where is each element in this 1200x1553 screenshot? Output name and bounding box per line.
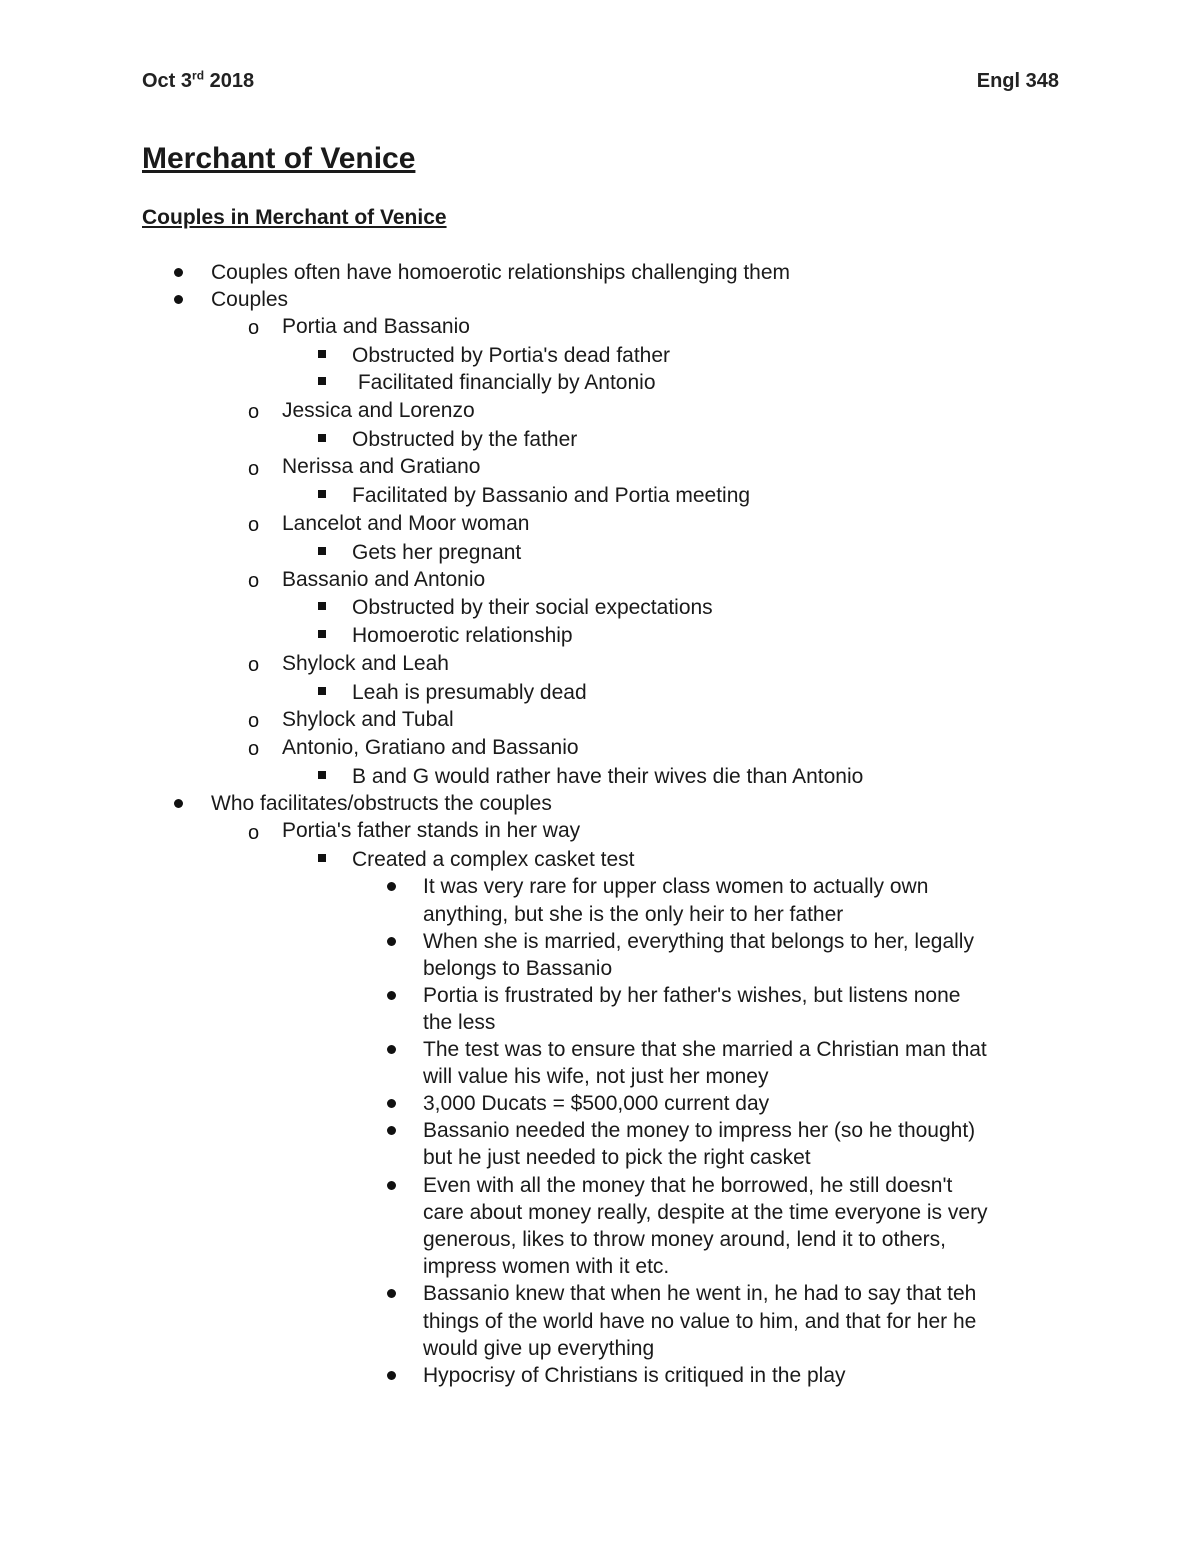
list-item: Bassanio needed the money to impress her (so he thought)	[423, 1119, 976, 1142]
list-item: Lancelot and Moor woman	[282, 512, 530, 535]
list-item: Facilitated by Bassanio and Portia meeting	[352, 484, 751, 507]
bullet-square-icon	[318, 434, 326, 442]
bullet-square-icon	[318, 350, 326, 358]
list-item: Shylock and Leah	[282, 652, 449, 675]
list-item-continuation: anything, but she is the only heir to her father	[423, 903, 844, 926]
bullet-disc-icon	[387, 1126, 396, 1135]
bullet-disc-icon	[174, 268, 183, 277]
list-item: Obstructed by the father	[352, 428, 578, 451]
bullet-circle-icon: o	[248, 570, 260, 592]
list-item: Portia and Bassanio	[282, 315, 470, 338]
bullet-circle-icon: o	[248, 822, 260, 844]
bullet-disc-icon	[387, 1045, 396, 1054]
list-item: Jessica and Lorenzo	[282, 399, 475, 422]
bullet-disc-icon	[387, 1099, 396, 1108]
list-item: Portia's father stands in her way	[282, 819, 581, 842]
list-item-continuation: would give up everything	[423, 1337, 655, 1360]
list-item-continuation: things of the world have no value to him, and that for her he	[423, 1310, 977, 1333]
list-item: Gets her pregnant	[352, 541, 522, 564]
list-item-continuation: the less	[423, 1011, 496, 1034]
list-item: Couples	[211, 288, 289, 311]
bullet-disc-icon	[387, 1289, 396, 1298]
bullet-disc-icon	[387, 1371, 396, 1380]
bullet-square-icon	[318, 547, 326, 555]
list-item: Obstructed by Portia's dead father	[352, 344, 671, 367]
bullet-circle-icon: o	[248, 710, 260, 732]
section-heading: Couples in Merchant of Venice	[142, 206, 447, 229]
bullet-circle-icon: o	[248, 401, 260, 423]
list-item: Leah is presumably dead	[352, 681, 587, 704]
list-item: Facilitated financially by Antonio	[352, 371, 656, 394]
page-title: Merchant of Venice	[142, 142, 416, 175]
list-item-continuation: but he just needed to pick the right casket	[423, 1146, 811, 1169]
list-item: 3,000 Ducats = $500,000 current day	[423, 1092, 770, 1115]
bullet-square-icon	[318, 490, 326, 498]
bullet-square-icon	[318, 771, 326, 779]
list-item: Obstructed by their social expectations	[352, 596, 713, 619]
list-item: Portia is frustrated by her father's wishes, but listens none	[423, 984, 961, 1007]
list-item-continuation: care about money really, despite at the time everyone is very	[423, 1201, 988, 1224]
list-item: Hypocrisy of Christians is critiqued in the play	[423, 1364, 846, 1387]
list-item: When she is married, everything that belongs to her, legally	[423, 930, 974, 953]
list-item: Bassanio knew that when he went in, he had to say that teh	[423, 1282, 977, 1305]
list-item-continuation: will value his wife, not just her money	[423, 1065, 769, 1088]
list-item: Who facilitates/obstructs the couples	[211, 792, 552, 815]
bullet-circle-icon: o	[248, 317, 260, 339]
bullet-square-icon	[318, 687, 326, 695]
bullet-disc-icon	[387, 991, 396, 1000]
bullet-square-icon	[318, 377, 326, 385]
bullet-square-icon	[318, 630, 326, 638]
bullet-square-icon	[318, 854, 326, 862]
header-date: Oct 3rd 2018	[142, 68, 255, 92]
bullet-disc-icon	[387, 937, 396, 946]
bullet-disc-icon	[174, 295, 183, 304]
list-item: Bassanio and Antonio	[282, 568, 486, 591]
list-item-continuation: belongs to Bassanio	[423, 957, 613, 980]
list-item: Antonio, Gratiano and Bassanio	[282, 736, 579, 759]
bullet-circle-icon: o	[248, 458, 260, 480]
date-superscript: rd	[192, 68, 205, 83]
list-item-continuation: impress women with it etc.	[423, 1255, 670, 1278]
list-item: Couples often have homoerotic relationships challenging them	[211, 261, 791, 284]
list-item: Shylock and Tubal	[282, 708, 454, 731]
bullet-square-icon	[318, 602, 326, 610]
list-item-continuation: generous, likes to throw money around, lend it to others,	[423, 1228, 946, 1251]
list-item: Created a complex casket test	[352, 848, 635, 871]
list-item: It was very rare for upper class women to actually own	[423, 875, 929, 898]
list-item: B and G would rather have their wives die than Antonio	[352, 765, 864, 788]
list-item: Even with all the money that he borrowed, he still doesn't	[423, 1174, 953, 1197]
list-item: Homoerotic relationship	[352, 624, 573, 647]
bullet-circle-icon: o	[248, 654, 260, 676]
bullet-disc-icon	[174, 799, 183, 808]
list-item: Nerissa and Gratiano	[282, 455, 481, 478]
list-item: The test was to ensure that she married a Christian man that	[423, 1038, 987, 1061]
bullet-disc-icon	[387, 882, 396, 891]
bullet-circle-icon: o	[248, 514, 260, 536]
header-course: Engl 348	[976, 70, 1059, 92]
bullet-circle-icon: o	[248, 738, 260, 760]
bullet-disc-icon	[387, 1181, 396, 1190]
